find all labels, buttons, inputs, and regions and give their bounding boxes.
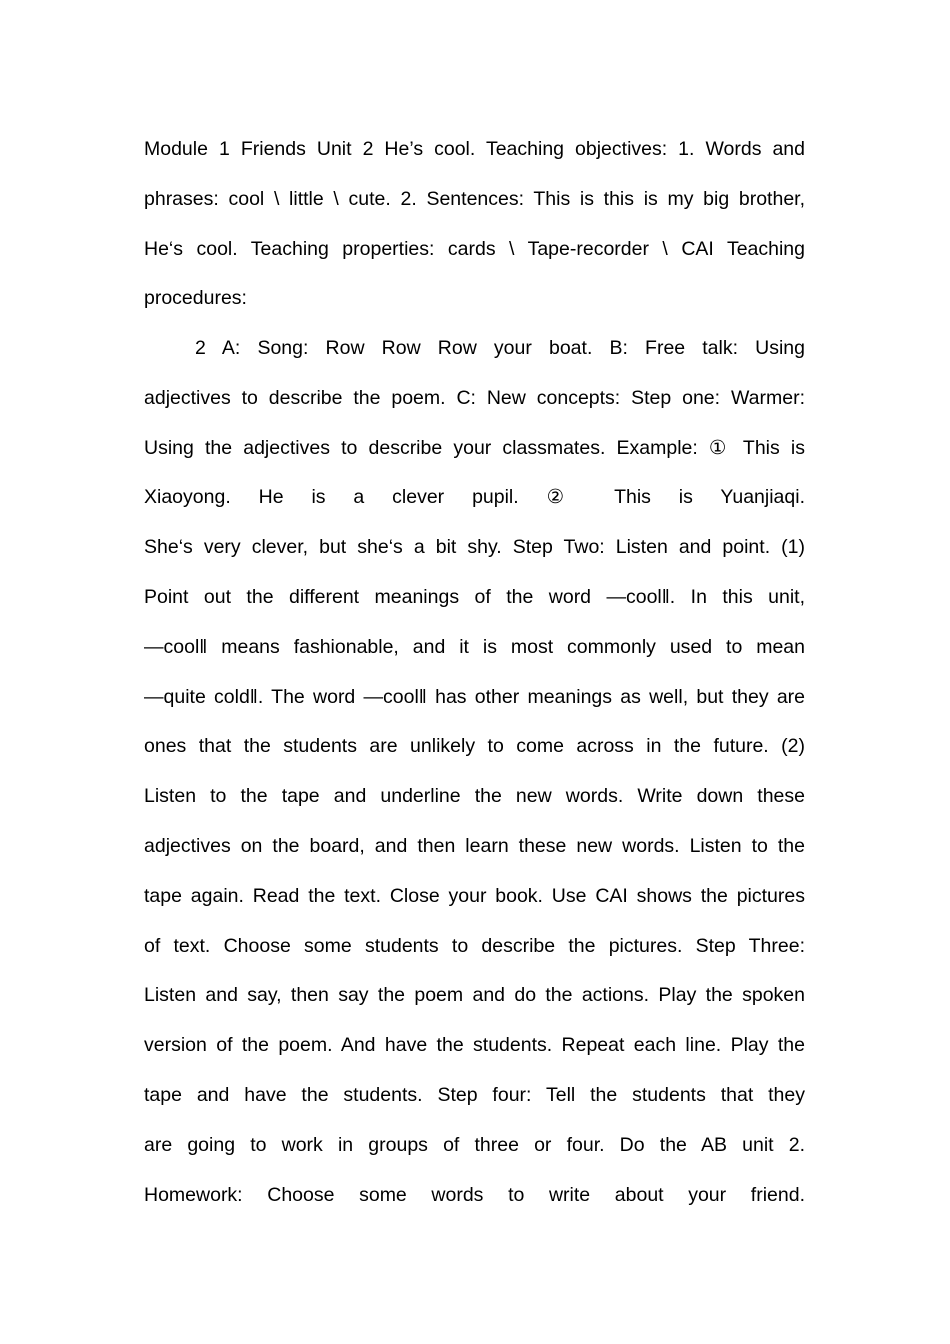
text-line: He‘s cool. Teaching properties: cards \ Tape-recorder \ CAI Teaching xyxy=(144,237,805,260)
text-line: tape again. Read the text. Close your book. Use CAI shows the pictures xyxy=(144,884,805,907)
text-line: Module 1 Friends Unit 2 He’s cool. Teaching objectives: 1. Words and xyxy=(144,138,805,160)
text-line: tape and have the students. Step four: Tell the students that they xyxy=(144,1083,805,1106)
text-line: adjectives on the board, and then learn these new words. Listen to the xyxy=(144,834,805,857)
text-line: 2 A: Song: Row Row Row your boat. B: Free talk: Using xyxy=(195,337,805,359)
text-line: are going to work in groups of three or four. Do the AB unit 2. xyxy=(144,1133,805,1156)
text-line: Listen and say, then say the poem and do the actions. Play the spoken xyxy=(144,984,805,1007)
text-line: version of the poem. And have the students. Repeat each line. Play the xyxy=(144,1034,805,1057)
text-line: —cool‖ means fashionable, and it is most commonly used to mean xyxy=(144,635,805,658)
text-line: Xiaoyong. He is a clever pupil. ② This is Yuanjiaqi. xyxy=(144,486,805,509)
text-line: Using the adjectives to describe your classmates. Example: ① This is xyxy=(144,436,805,459)
text-line: of text. Choose some students to describe the pictures. Step Three: xyxy=(144,934,805,957)
text-line: —quite cold‖. The word —cool‖ has other meanings as well, but they are xyxy=(144,685,805,708)
text-line: ones that the students are unlikely to come across in the future. (2) xyxy=(144,735,805,758)
text-line: phrases: cool \ little \ cute. 2. Sentences: This is this is my big brother, xyxy=(144,187,805,210)
text-line: adjectives to describe the poem. C: New concepts: Step one: Warmer: xyxy=(144,386,805,409)
text-line: procedures: xyxy=(144,287,247,310)
text-line: Homework: Choose some words to write about your friend. xyxy=(144,1183,805,1206)
paragraph-objectives xyxy=(144,125,805,324)
text-line: Listen to the tape and underline the new words. Write down these xyxy=(144,785,805,808)
paragraph-procedures xyxy=(144,324,805,1220)
text-line: Point out the different meanings of the word —cool‖. In this unit, xyxy=(144,585,805,608)
text-line: She‘s very clever, but she‘s a bit shy. Step Two: Listen and point. (1) xyxy=(144,536,805,559)
